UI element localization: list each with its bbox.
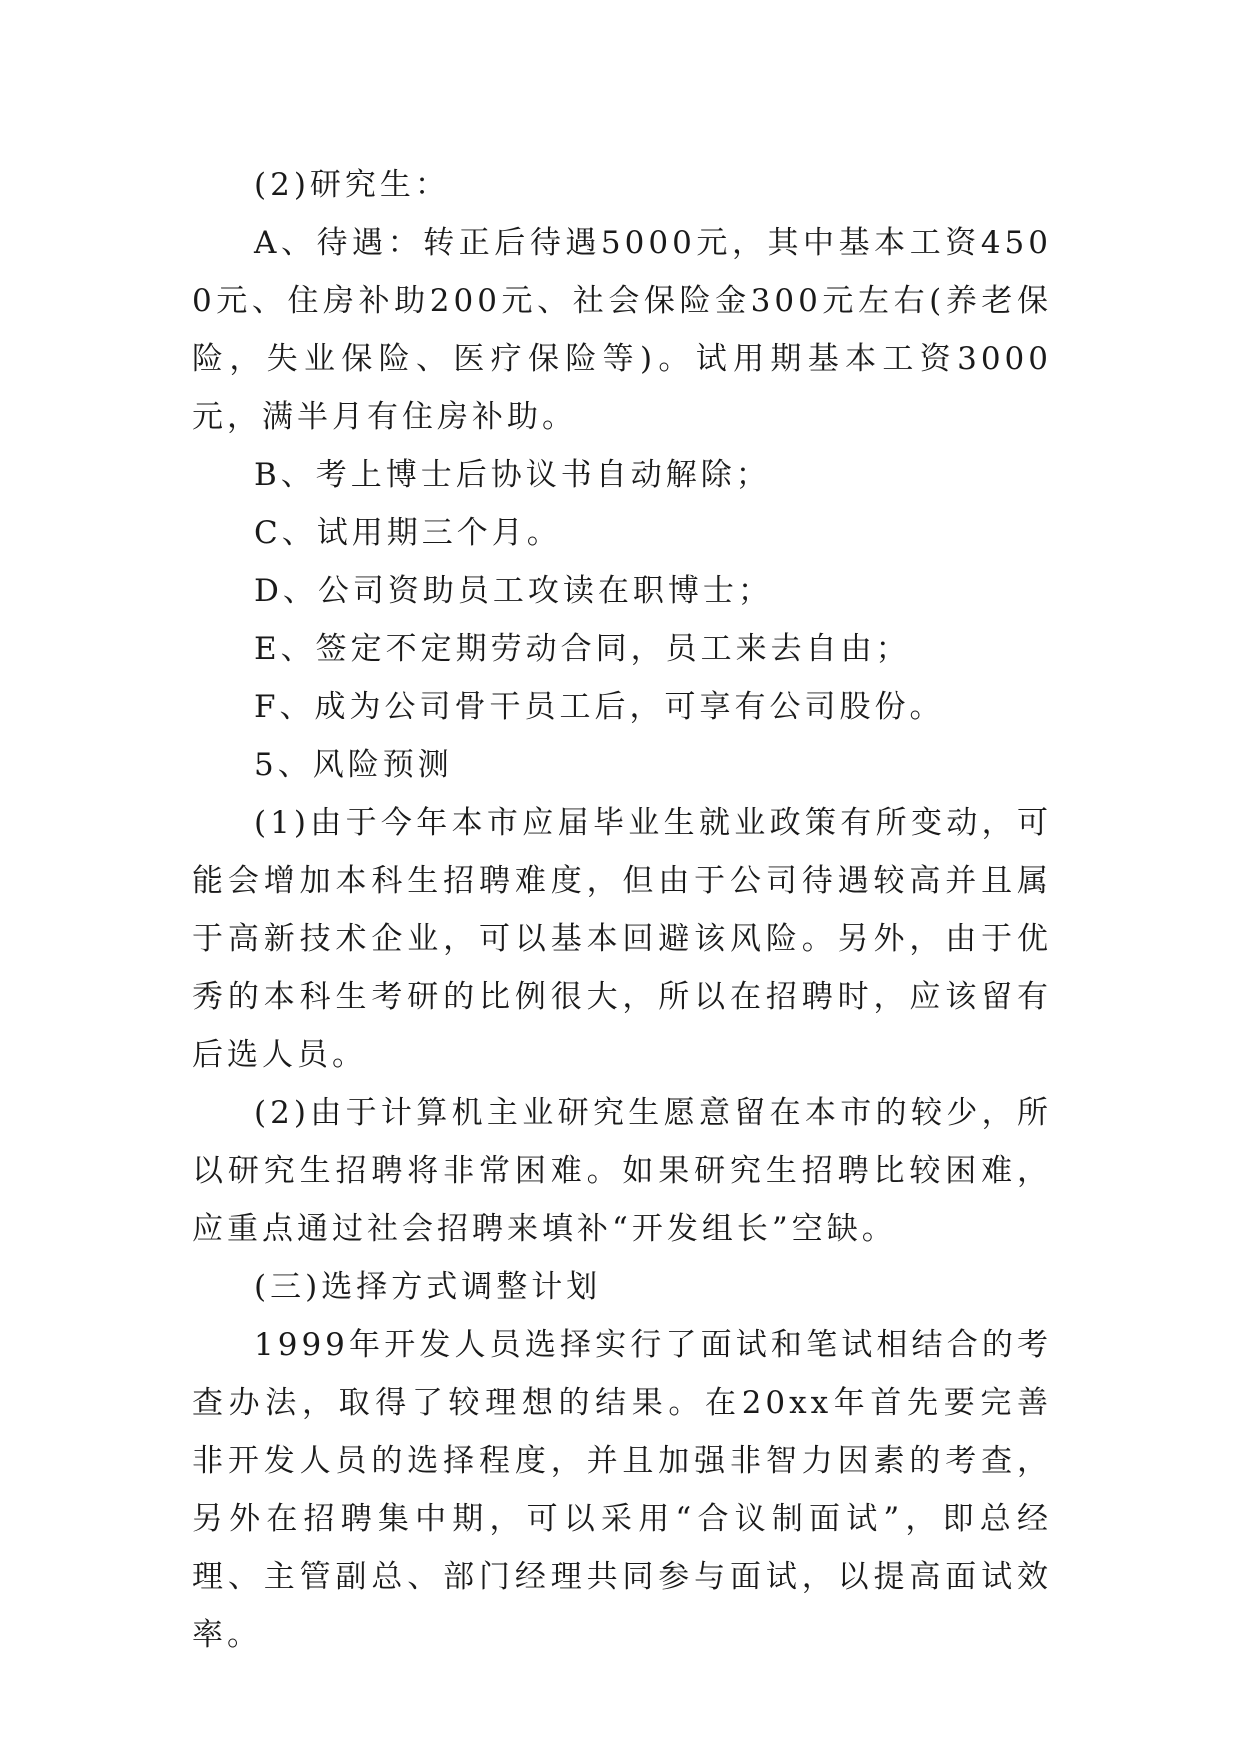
paragraph-risk-1: (1)由于今年本市应届毕业生就业政策有所变动，可能会增加本科生招聘难度，但由于公司待遇较高并且属于高新技术企业，可以基本回避该风险。另外，由于优秀的本科生考研的比例很大，所以在招聘时，应该留有后选人员。: [192, 805, 1052, 1073]
paragraph-selection-heading: (三)选择方式调整计划: [254, 1269, 602, 1305]
paragraph-item-c: C、试用期三个月。: [254, 515, 562, 551]
paragraph-risk-heading: 5、风险预测: [254, 747, 453, 783]
paragraph-graduate-heading: (2)研究生：: [254, 167, 450, 203]
paragraph-risk-2: (2)由于计算机主业研究生愿意留在本市的较少，所以研究生招聘将非常困难。如果研究生招聘比较困难，应重点通过社会招聘来填补“开发组长”空缺。: [192, 1095, 1052, 1247]
paragraph-item-e: E、签定不定期劳动合同，员工来去自由；: [254, 631, 911, 667]
paragraph-item-a-salary: A、待遇：转正后待遇5000元，其中基本工资4500元、住房补助200元、社会保险金300元左右(养老保险，失业保险、医疗保险等)。试用期基本工资3000元，满半月有住房补助。: [192, 225, 1052, 435]
document-body: [192, 156, 1052, 1664]
paragraph-selection-body: 1999年开发人员选择实行了面试和笔试相结合的考查办法，取得了较理想的结果。在20xx年首先要完善非开发人员的选择程度，并且加强非智力因素的考查，另外在招聘集中期，可以采用“合议制面试”，即总经理、主管副总、部门经理共同参与面试，以提高面试效率。: [192, 1327, 1052, 1653]
paragraph-item-b: B、考上博士后协议书自动解除；: [254, 457, 771, 493]
paragraph-item-d: D、公司资助员工攻读在职博士；: [254, 573, 773, 609]
paragraph-item-f: F、成为公司骨干员工后，可享有公司股份。: [254, 689, 945, 725]
